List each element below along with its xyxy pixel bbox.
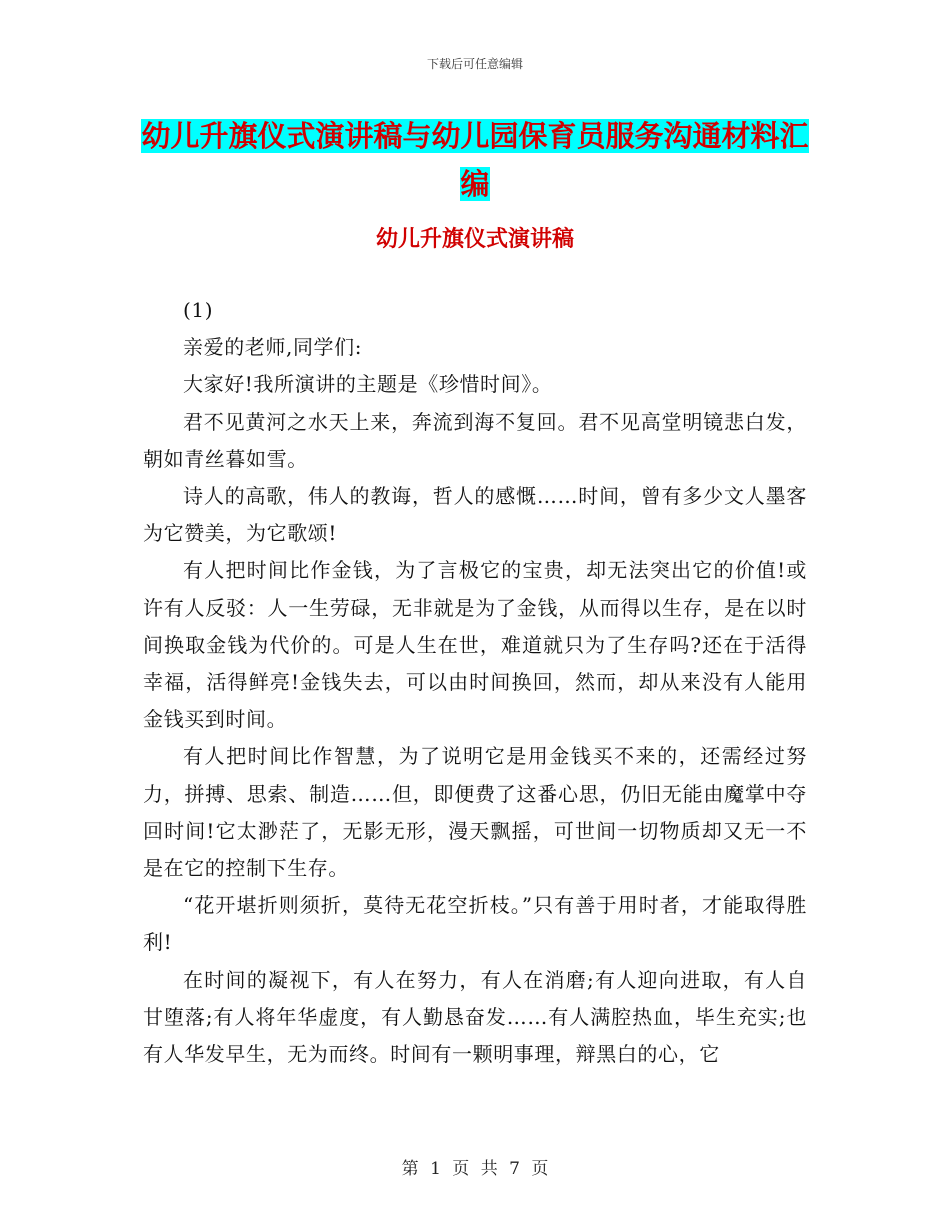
page-footer: 第 1 页 共 7 页 — [401, 1159, 549, 1179]
document-body — [143, 292, 807, 1073]
paragraph: 有人把时间比作金钱，为了言极它的宝贵，却无法突出它的价值!或许有人反驳：人一生劳碌，无非就是为了金钱，从而得以生存，是在以时间换取金钱为代价的。可是人生在世，难道就只为了生存吗?还在于活得幸福，活得鲜亮!金钱失去，可以由时间换回，然而，却从来没有人能用金钱买到时间。 — [143, 558, 807, 732]
paragraph: 大家好!我所演讲的主题是《珍惜时间》。 — [183, 372, 553, 397]
page-header-note: 下载后可任意编辑 — [426, 57, 523, 71]
paragraph: 诗人的高歌，伟人的教诲，哲人的感慨……时间，曾有多少文人墨客为它赞美，为它歌颂! — [143, 484, 807, 546]
section-title: 幼儿升旗仪式演讲稿 — [375, 226, 574, 252]
document-title-text: 幼儿升旗仪式演讲稿与幼儿园保育员服务沟通材料汇编 — [141, 119, 809, 201]
document-title — [140, 112, 810, 208]
paragraph: 君不见黄河之水天上来，奔流到海不复回。君不见高堂明镜悲白发，朝如青丝暮如雪。 — [143, 409, 807, 471]
paragraph: “花开堪折则须折，莫待无花空折枝。”只有善于用时者，才能取得胜利! — [143, 893, 807, 955]
paragraph: 亲爱的老师,同学们: — [183, 335, 363, 360]
paragraph: (1) — [183, 298, 214, 322]
paragraph: 有人把时间比作智慧，为了说明它是用金钱买不来的，还需经过努力，拼搏、思索、制造……但，即便费了这番心思，仍旧无能由魔掌中夺回时间!它太渺茫了，无影无形，漫天飘摇，可世间一切物质却又无一不是在它的控制下生存。 — [143, 744, 807, 881]
paragraph: 在时间的凝视下，有人在努力，有人在消磨;有人迎向进取，有人自甘堕落;有人将年华虚度，有人勤恳奋发……有人满腔热血，毕生充实;也有人华发早生，无为而终。时间有一颗明事理，辩黑白的心，它 — [143, 967, 807, 1067]
